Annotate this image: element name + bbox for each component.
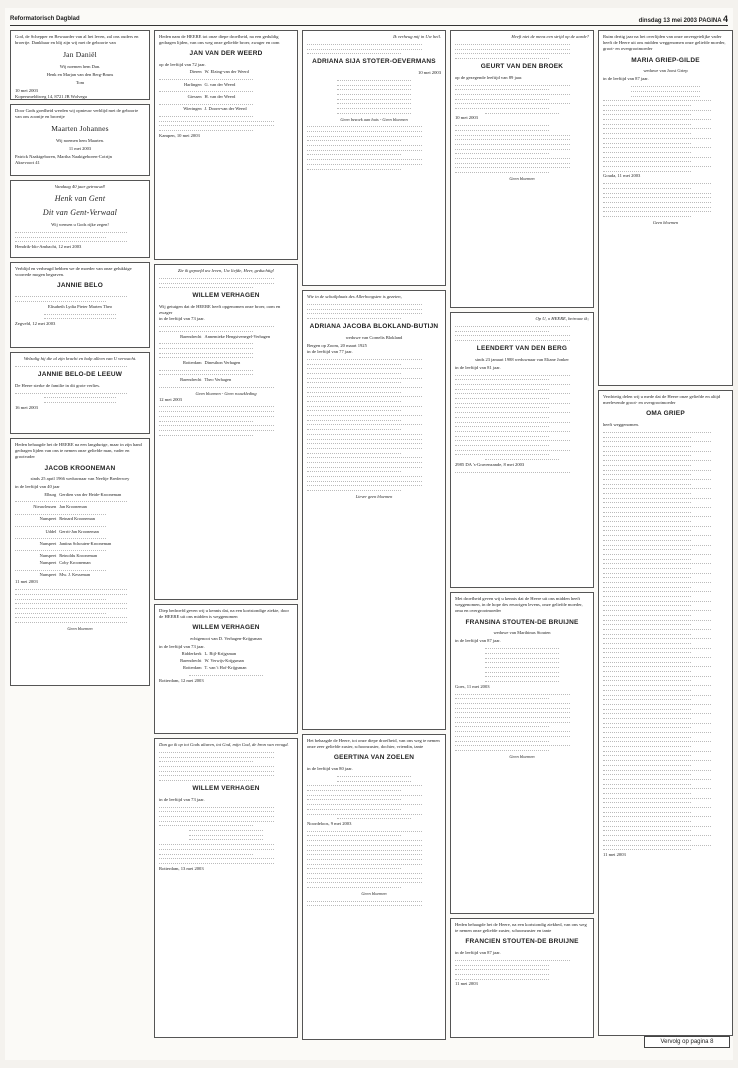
page-date: dinsdag 13 mei 2003 PAGINA 4 bbox=[638, 14, 728, 24]
notice-willem-verhagen-2: Diep bedroefd geven wij u kennis dat, na een kortstondige ziekte, door de HEERE uit ons midden is weggenomen WILLEM VERHAGEN echtgenoot van D. Verhagen-Krijgsman in de leeftijd van 73 jaar. Ridderkerk L. Bijl-Krijgsman Barendrecht W. Verwijs-Krijgsman Rotterdam T. van 't Hof-Krijgsman Rotterdam, 12 mei 2003 bbox=[154, 604, 298, 734]
notice-adriana-blokland: Wie in de schuilplaats des Allerhoogsten is gezeten, ADRIANA JACOBA BLOKLAND-BUTIJN weduwe van Cornelis Blokland Bergen op Zoom, 20 maart 1925 in de leeftijd van 77 jaar. Liever geen bloemen bbox=[302, 290, 446, 730]
notice-birth-maarten: Door Gods goedheid werden wij opnieuw verblijd met de geboorte van ons zoontje en broertje Maarten Johannes Wij noemen hem Maarten. 11 mei 2003 Patrick Naaktgeboren, Martha Naaktgeboren-Cotrijn Aksevoort 41 bbox=[10, 104, 150, 176]
notice-jacob-krooneman: Heden behaagde het de HEERE na een langdurige, maar in zijn hand gedragen lijden van ons te nemen onze geliefde man, vader en grootvader JACOB KROONEMAN sinds 25 april 1966 weduwnaar van Neeltje Brederwey in de leeftijd van 40 jaar Elburg Gerdien van der Heide-Krooneman Nieuwleusen Jan Krooneman Nunspeet Reinard Krooneman Uddel Gerrit-Jan Krooneman Nunspeet Jantina Schouten-Krooneman Nunspeet Reinoldu Krooneman Nunspeet Coby Krooneman Nunspeet Mw. J. Kesseman 11 mei 2003 Geen bloemen bbox=[10, 438, 150, 686]
notice-leendert-van-den-berg: Op U, o HEERE, betrouw ik; LEENDERT VAN DEN BERG sinds 23 januari 1988 weduwnaar van Eliane Jonker in de leeftijd van 81 jaar. 2985 DA 's-Gravenzande, 8 mei 2003 bbox=[450, 312, 594, 588]
page-header bbox=[10, 12, 728, 26]
notice-anniversary-van-gent: Vandaag 40 jaar getrouwd! Henk van Gent Dit van Gent-Verwaal Wij wensen u Gods rijke zegen! Hendrik-Ido-Ambacht, 12 mei 2003 bbox=[10, 180, 150, 258]
notice-fransina-stouten: Met droefheid geven wij u kennis dat de Heere uit ons midden heeft weggenomen, in de hope des eeuwigen levens, onze geliefde moeder, oma en overgrootmoeder FRANSINA STOUTEN-DE BRUIJNE weduwe van Marthinus Stouten in de leeftijd van 87 jaar. Goes, 11 mei 2003 Geen bloemen bbox=[450, 592, 594, 914]
notice-adriana-stoter: Ik verheug mij in Uw heil. ADRIANA SIJA STOTER-OEVERMANS 10 mei 2003 Geen bezoek aan huis - Geen bloemen bbox=[302, 30, 446, 286]
notice-geertina-van-zoelen: Het behaagde de Heere, tot onze diepe droefheid, van ons weg te nemen onze zeer geliefde zuster, schoonzuster, dochter, vriendin, tante GEERTINA VAN ZOELEN in de leeftijd van 80 jaar. Noordeloos, 9 mei 2003 Geen bloemen bbox=[302, 734, 446, 1040]
notice-jannie-belo-de-leeuw: Welzalig hij die al zijn kracht en hulp alleen van U verwacht. JANNIE BELO-DE LEEUW De Heere sterke de familie in dit grote verlies. 16 mei 2003 bbox=[10, 352, 150, 434]
notice-birth-jan-daniel: God, de Schepper en Bewaarder van al het leven, zal ons ouders en broertje. Dankbaar en blij zijn wij met de geboorte van Jan Daniël Wij noemen hem Dan. Henk en Marjan van den Berg-Bruns Tom 10 mei 2003 Kopersmeldtweg 14, 8721 JB Wolvega bbox=[10, 30, 150, 100]
notice-geurt-van-den-broek: Heeft niet de mens een strijd op de aarde? GEURT VAN DEN BROEK op de gezegende leeftijd van 89 jaar. 10 mei 2003 Geen bloemen bbox=[450, 30, 594, 308]
newspaper-page bbox=[5, 8, 733, 1060]
paper-name: Reformatorisch Dagblad bbox=[10, 16, 80, 22]
notice-maria-griep-gilde: Ruim dertig jaar na het overlijden van onze onvergetelijke vader heeft de Heere uit ons midden weggenomen onze geliefde moeder, groot- en overgrootmoeder MARIA GRIEP-GILDE weduwe van Joost Griep in de leeftijd van 87 jaar. Gouda, 11 mei 2003 Geen bloemen bbox=[598, 30, 733, 386]
notice-willem-verhagen-3: Dan ga ik op tot Gods altaren, tot God, mijn God, de bron van vreugd. WILLEM VERHAGEN in de leeftijd van 73 jaar. Rotterdam, 13 mei 2003 bbox=[154, 738, 298, 1038]
notice-name: Jan Daniël bbox=[63, 50, 97, 60]
continue-link[interactable]: Vervolg op pagina 8 bbox=[644, 1036, 730, 1048]
notice-jannie-belo: Verblijd en verheugd hebben we de moeder van onze gelukkige voorrede mogen begraven. JANNIE BELO Elisabeth Lydia Pieter Marten Theo Zegveld, 12 mei 2003 bbox=[10, 262, 150, 348]
notice-willem-verhagen-1: Zie ik gepoefd uw leven, Uw liefde, Heer, geduchtig! WILLEM VERHAGEN Wij getuigen dat de HEERE heeft opgenomen onze broer, oom en zwager in de leeftijd van 73 jaar. Barendrecht Annemieke Hengstvenegel-Verhagen Rotterdam Dinesthon Verhagen Barendrecht Theo Verhagen Geen bloemen - Geen rouwkleding 12 mei 2003 bbox=[154, 264, 298, 600]
notice-oma-griep: Verdrietig delen wij u mede dat de Heere onze geliefde en altijd meelevende groot- en overgrootmoeder OMA GRIEP heeft weggenomen. 11 mei 2003 bbox=[598, 390, 733, 1036]
notice-jan-van-der-weerd: Heden nam de HEERE tot onze diepe droefheid, na een geduldig gedragen lijden, van ons weg onze geliefde broer, zwager en oom JAN VAN DER WEERD op de leeftijd van 72 jaar. Dieren W. Elzing-van der Weerd Harlingen G. van der Weerd Giessen H. van der Weerd Wieringen J. Doorn-van der Weerd Kampen, 10 mei 2003 bbox=[154, 30, 298, 260]
notice-francien-stouten: Heden behaagde het de Heere, na een kortstondig ziekbed, van ons weg te nemen onze geliefde zuster, schoonzuster en tante FRANCIEN STOUTEN-DE BRUIJNE in de leeftijd van 87 jaar. 11 mei 2003 bbox=[450, 918, 594, 1038]
